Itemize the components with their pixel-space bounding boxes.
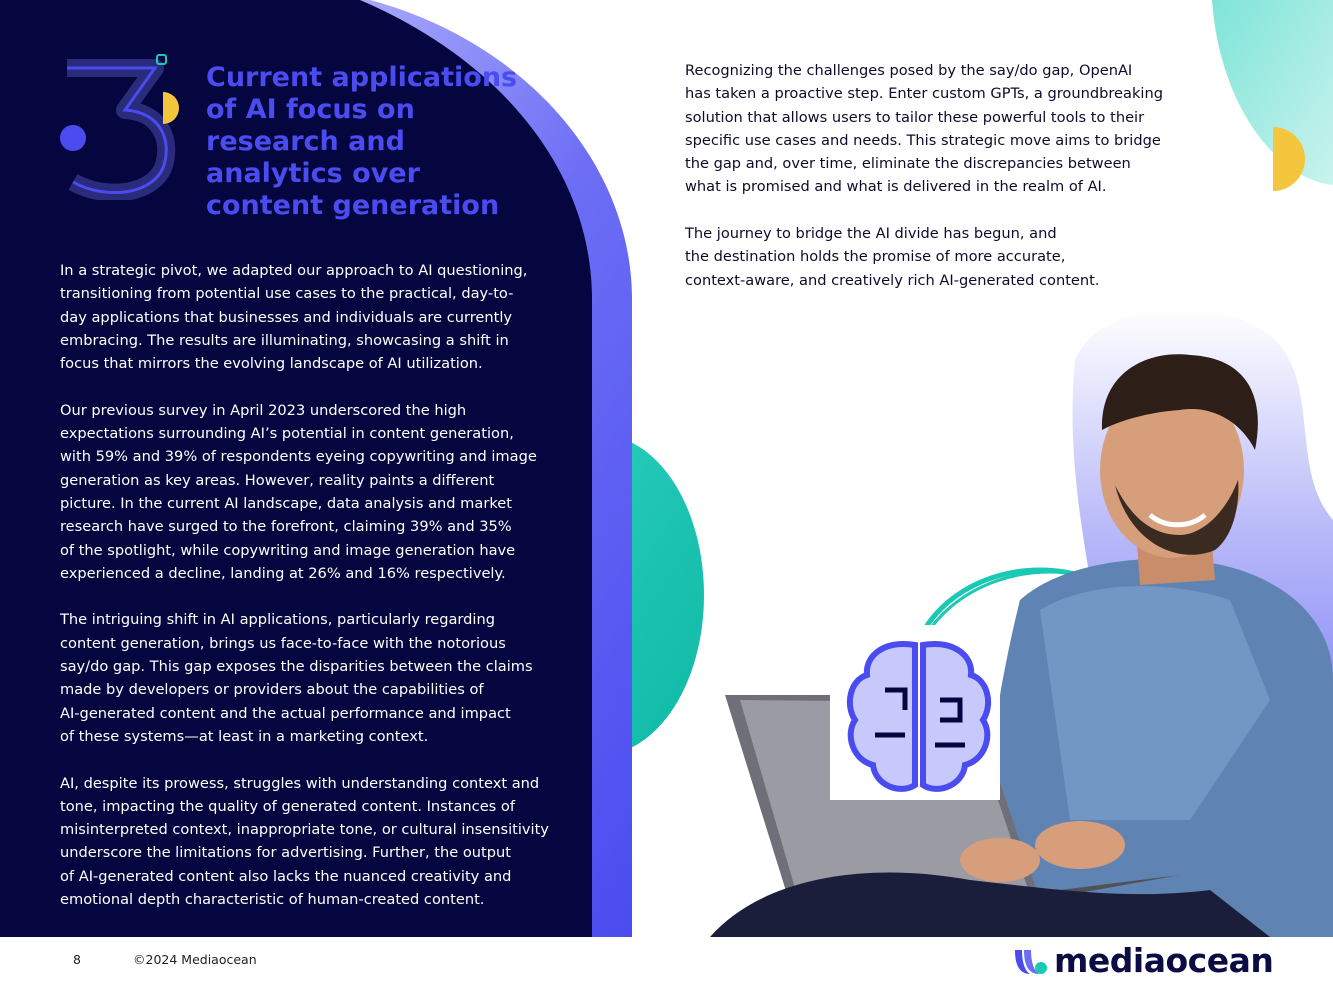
paragraph: AI, despite its prowess, struggles with understanding context and tone, impacting the quality of generated content. Instances of misinterpreted context, inappropriate tone, or cultural insensitivity underscore the limitations for advertising. Further, the output of AI-generated content also lacks the nuanced creativity and emotional depth characteristic of human-created content. xyxy=(60,774,549,909)
section-number: 3 xyxy=(103,168,104,169)
right-column xyxy=(685,59,1205,315)
brain-icon xyxy=(830,625,1000,800)
section-number-graphic xyxy=(55,50,185,200)
paragraph: The intriguing shift in AI applications, particularly regarding content generation, brings us face-to-face with the notorious say/do gap. This gap exposes the disparities between the claims made by developers or providers about the capabilities of AI-generated content and the actual performance and impact of these systems—at least in a marketing context. xyxy=(60,611,533,745)
logo-wordmark: mediaocean xyxy=(1054,941,1274,980)
paragraph: In a strategic pivot, we adapted our approach to AI questioning, transitioning from potential use cases to the practical, day-to- day applications that businesses and individuals are currently embracing. The results are illuminating, showcasing a shift in focus that mirrors the evolving landscape of AI utilization. xyxy=(60,262,528,373)
paragraph: Our previous survey in April 2023 underscored the high expectations surrounding AI’s potential in content generation, with 59% and 39% of respondents eyeing copywriting and image generation as key areas. However, reality paints a different picture. In the current AI landscape, data analysis and market research have surged to the forefront, claiming 39% and 35% of the spotlight, while copywriting and image generation have experienced a decline, landing at 26% and 16% respectively. xyxy=(60,401,537,582)
man-with-laptop-photo xyxy=(710,300,1333,937)
left-column xyxy=(60,259,575,935)
page-number: 8 xyxy=(73,952,81,967)
mediaocean-logo xyxy=(1012,940,1302,982)
paragraph: Recognizing the challenges posed by the say/do gap, OpenAI has taken a proactive step. Enter custom GPTs, a groundbreaking solution that allows users to tailor these powerful tools to their specific use cases and needs. This strategic move aims to bridge the gap and, over time, eliminate the discrepancies between what is promised and what is delivered in the realm of AI. xyxy=(685,62,1163,196)
paragraph: The journey to bridge the AI divide has begun, and the destination holds the promise of more accurate, context-aware, and creatively rich AI-generated content. xyxy=(685,225,1100,289)
copyright: ©2024 Mediaocean xyxy=(133,952,257,967)
page-title: Current applications of AI focus on research and analytics over content generation xyxy=(206,62,518,221)
mediaocean-logo-icon xyxy=(1012,946,1048,978)
teal-top-blob xyxy=(1212,0,1333,185)
